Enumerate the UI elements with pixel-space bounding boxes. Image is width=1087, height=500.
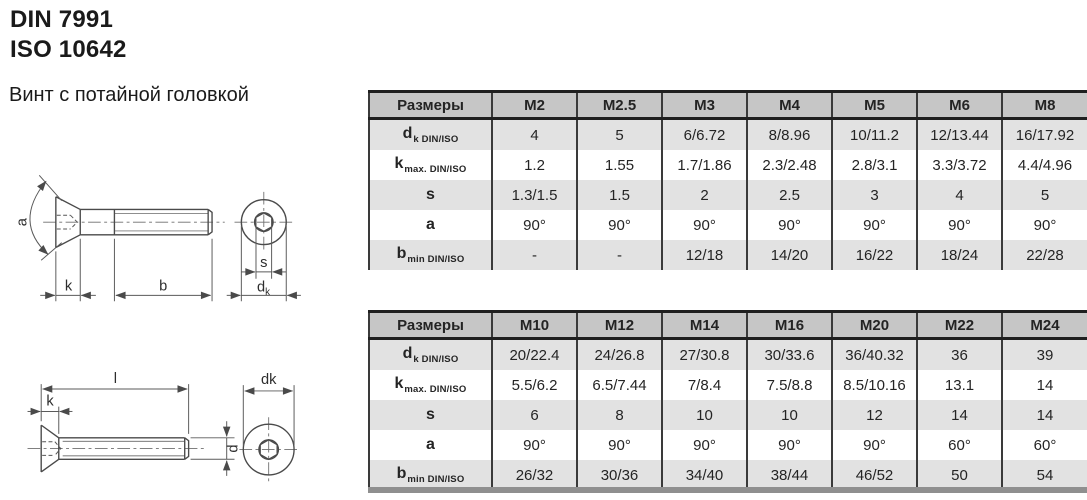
value-cell: 90° (492, 430, 577, 460)
dim-label-k: k (46, 393, 54, 410)
value-cell: 90° (832, 430, 917, 460)
col-header-M24: M24 (1002, 312, 1087, 339)
standard-din-title: DIN 7991 (10, 6, 113, 33)
value-cell: 90° (662, 430, 747, 460)
dim-label-dk: dk (260, 372, 277, 389)
value-cell: 4 (492, 119, 577, 151)
value-cell: 30/36 (577, 460, 662, 490)
value-cell: 90° (492, 210, 577, 240)
col-header-M10: M10 (492, 312, 577, 339)
value-cell: 1.3/1.5 (492, 180, 577, 210)
value-cell: 90° (577, 430, 662, 460)
header-row (369, 92, 1087, 119)
value-cell: 26/32 (492, 460, 577, 490)
table-row (369, 370, 1087, 400)
value-cell: 5.5/6.2 (492, 370, 577, 400)
row-label: k $_{max. DIN/ISO}$ (369, 150, 492, 180)
row-label: s (369, 180, 492, 210)
value-cell: 7.5/8.8 (747, 370, 832, 400)
col-header-M4: M4 (747, 92, 832, 119)
value-cell: 14 (1002, 400, 1087, 430)
value-cell: 36/40.32 (832, 339, 917, 371)
value-cell: 5 (1002, 180, 1087, 210)
value-cell: 30/33.6 (747, 339, 832, 371)
dimensions-table-m10-m24 (368, 310, 1087, 490)
value-cell: 46/52 (832, 460, 917, 490)
table-row (369, 210, 1087, 240)
value-cell: 8 (577, 400, 662, 430)
value-cell: 2.5 (747, 180, 832, 210)
standard-iso-title: ISO 10642 (10, 36, 127, 63)
value-cell: 38/44 (747, 460, 832, 490)
row-label: b $_{min DIN/ISO}$ (369, 240, 492, 270)
value-cell: - (492, 240, 577, 270)
dim-label-l: l (113, 371, 118, 388)
value-cell: 2.3/2.48 (747, 150, 832, 180)
col-header-M8: M8 (1002, 92, 1087, 119)
dim-label-b: b (159, 278, 168, 295)
value-cell: 6.5/7.44 (577, 370, 662, 400)
value-cell: 1.55 (577, 150, 662, 180)
value-cell: 18/24 (917, 240, 1002, 270)
table-row (369, 460, 1087, 490)
dim-label-s: s (260, 255, 268, 272)
value-cell: 1.7/1.86 (662, 150, 747, 180)
front-view-2-dimensions (243, 385, 294, 446)
row-label: k $_{max. DIN/ISO}$ (369, 370, 492, 400)
col-header-M5: M5 (832, 92, 917, 119)
col-header-M6: M6 (917, 92, 1002, 119)
value-cell: 6/6.72 (662, 119, 747, 151)
value-cell: 14 (1002, 370, 1087, 400)
size-column-header: Размеры (369, 92, 492, 119)
value-cell: 12/18 (662, 240, 747, 270)
dimensions-table-m2-m8 (368, 90, 1087, 270)
col-header-M22: M22 (917, 312, 1002, 339)
value-cell: 2.8/3.1 (832, 150, 917, 180)
value-cell: 14/20 (747, 240, 832, 270)
value-cell: 1.5 (577, 180, 662, 210)
dim-label-dk: $d_k$ (256, 279, 270, 298)
screw-side-view-drawing-2 (8, 360, 338, 500)
table-row (369, 180, 1087, 210)
value-cell: 8.5/10.16 (832, 370, 917, 400)
value-cell: 24/26.8 (577, 339, 662, 371)
value-cell: 22/28 (1002, 240, 1087, 270)
value-cell: 12/13.44 (917, 119, 1002, 151)
row-label: a (369, 210, 492, 240)
value-cell: 36 (917, 339, 1002, 371)
value-cell: 10/11.2 (832, 119, 917, 151)
value-cell: 7/8.4 (662, 370, 747, 400)
value-cell: 50 (917, 460, 1002, 490)
value-cell: 34/40 (662, 460, 747, 490)
value-cell: 14 (917, 400, 1002, 430)
header-row (369, 312, 1087, 339)
value-cell: 3.3/3.72 (917, 150, 1002, 180)
table-row (369, 430, 1087, 460)
value-cell: 1.2 (492, 150, 577, 180)
row-label: s (369, 400, 492, 430)
screw-side-view-drawing-1 (8, 145, 338, 310)
value-cell: 20/22.4 (492, 339, 577, 371)
value-cell: 10 (747, 400, 832, 430)
value-cell: - (577, 240, 662, 270)
value-cell: 8/8.96 (747, 119, 832, 151)
table-row (369, 240, 1087, 270)
value-cell: 10 (662, 400, 747, 430)
table-row (369, 400, 1087, 430)
row-label: d $_{k DIN/ISO}$ (369, 339, 492, 371)
value-cell: 90° (577, 210, 662, 240)
value-cell: 13.1 (917, 370, 1002, 400)
value-cell: 27/30.8 (662, 339, 747, 371)
value-cell: 90° (917, 210, 1002, 240)
dim-label-k: k (64, 278, 73, 295)
col-header-M12: M12 (577, 312, 662, 339)
value-cell: 16/17.92 (1002, 119, 1087, 151)
value-cell: 90° (832, 210, 917, 240)
value-cell: 90° (747, 430, 832, 460)
value-cell: 4 (917, 180, 1002, 210)
value-cell: 90° (1002, 210, 1087, 240)
size-column-header: Размеры (369, 312, 492, 339)
value-cell: 6 (492, 400, 577, 430)
col-header-M2: M2 (492, 92, 577, 119)
value-cell: 2 (662, 180, 747, 210)
product-name: Винт с потайной головкой (9, 84, 249, 106)
col-header-M16: M16 (747, 312, 832, 339)
row-label: a (369, 430, 492, 460)
table-row (369, 339, 1087, 371)
value-cell: 39 (1002, 339, 1087, 371)
value-cell: 54 (1002, 460, 1087, 490)
table-bottom-edge (368, 487, 1087, 493)
value-cell: 5 (577, 119, 662, 151)
col-header-M20: M20 (832, 312, 917, 339)
dim-label-d: d (225, 444, 242, 453)
table-row (369, 150, 1087, 180)
col-header-M2.5: M2.5 (577, 92, 662, 119)
value-cell: 90° (747, 210, 832, 240)
value-cell: 3 (832, 180, 917, 210)
value-cell: 90° (662, 210, 747, 240)
value-cell: 12 (832, 400, 917, 430)
row-label: b $_{min DIN/ISO}$ (369, 460, 492, 490)
row-label: d $_{k DIN/ISO}$ (369, 119, 492, 151)
dim-label-a: a (14, 218, 31, 227)
value-cell: 16/22 (832, 240, 917, 270)
value-cell: 60° (917, 430, 1002, 460)
value-cell: 4.4/4.96 (1002, 150, 1087, 180)
col-header-M14: M14 (662, 312, 747, 339)
col-header-M3: M3 (662, 92, 747, 119)
table-row (369, 119, 1087, 151)
value-cell: 60° (1002, 430, 1087, 460)
